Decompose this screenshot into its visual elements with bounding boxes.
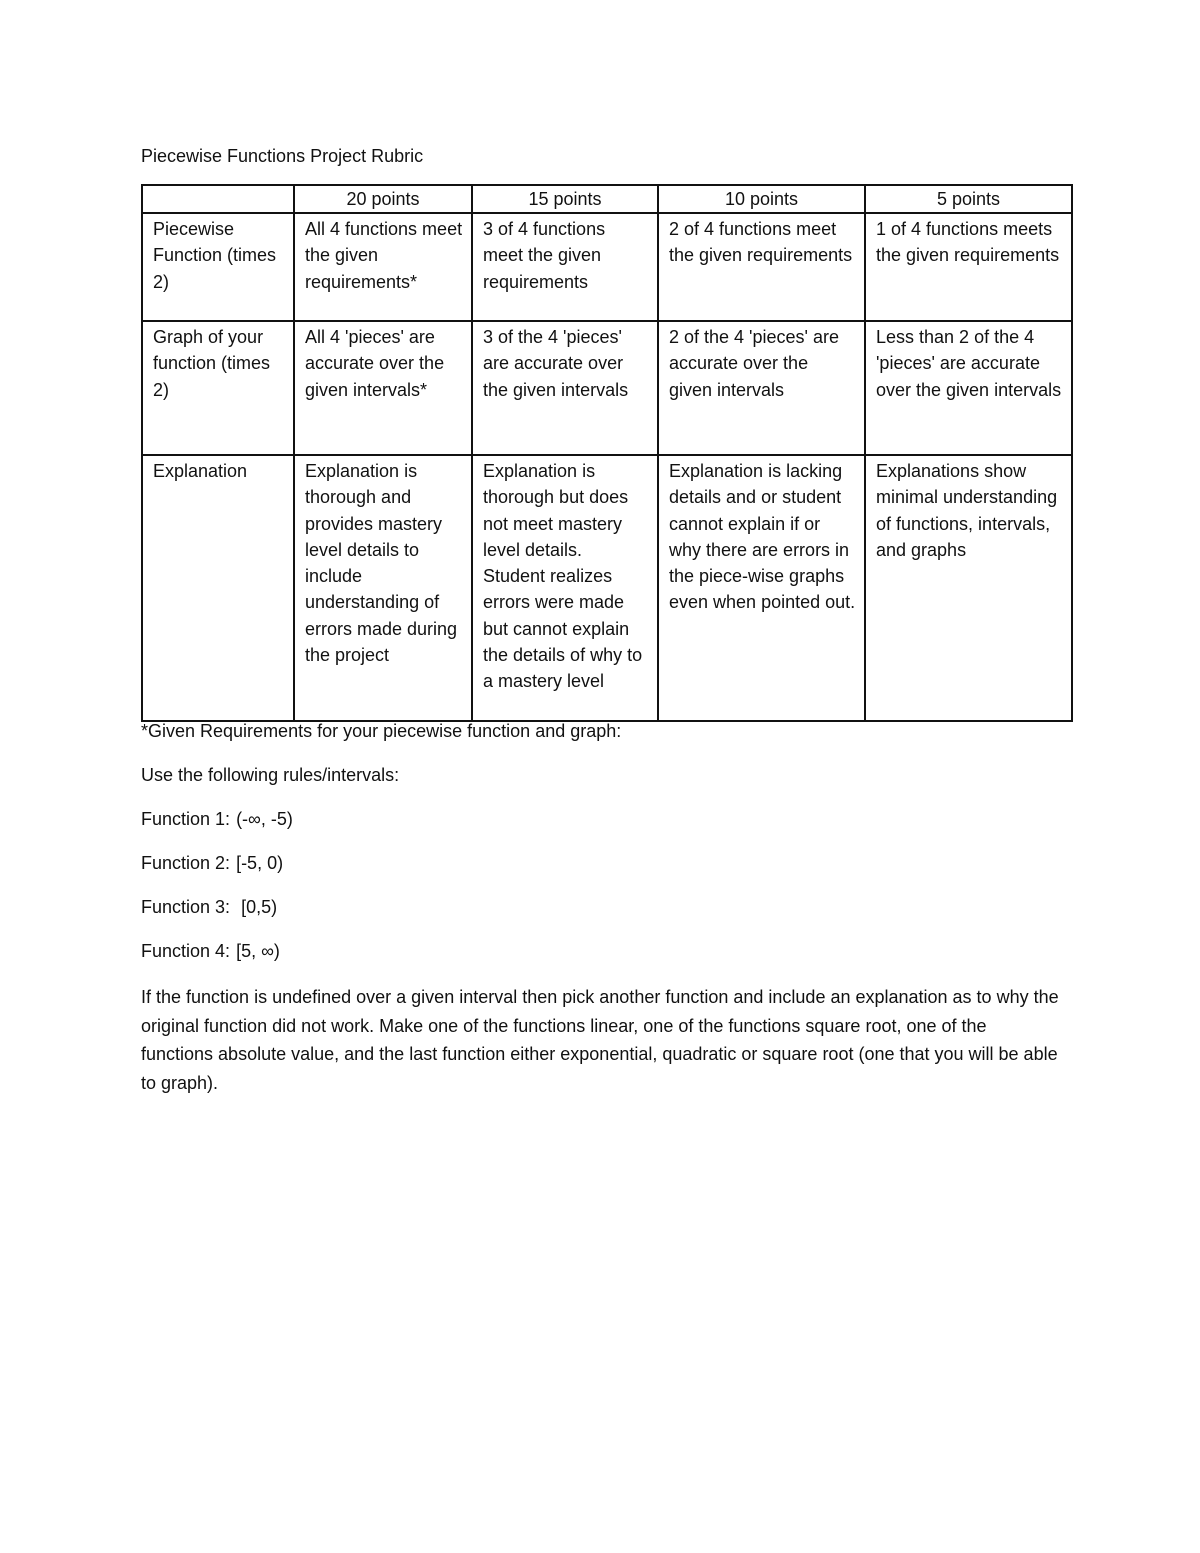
- function-4-line: [141, 938, 280, 964]
- rubric-cell: 3 of 4 functions meet the given requirements: [472, 213, 658, 321]
- rubric-row-graph: [142, 321, 1072, 455]
- function-label: Function 2:: [141, 853, 231, 873]
- criterion-cell: Explanation: [142, 455, 294, 721]
- header-20-points: 20 points: [294, 185, 472, 213]
- function-interval: (-∞, -5): [236, 809, 293, 829]
- rubric-cell: 2 of the 4 'pieces' are accurate over the given intervals: [658, 321, 865, 455]
- function-3-line: [141, 894, 277, 920]
- rubric-table: [141, 184, 1073, 722]
- criterion-cell: Graph of your function (times 2): [142, 321, 294, 455]
- header-5-points: 5 points: [865, 185, 1072, 213]
- rubric-cell: 1 of 4 functions meets the given requirements: [865, 213, 1072, 321]
- header-corner-cell: [142, 185, 294, 213]
- rubric-cell: Explanation is lacking details and or student cannot explain if or why there are errors in the piece-wise graphs even when pointed out.: [658, 455, 865, 721]
- header-10-points: 10 points: [658, 185, 865, 213]
- header-15-points: 15 points: [472, 185, 658, 213]
- rubric-cell: 2 of 4 functions meet the given requirements: [658, 213, 865, 321]
- function-interval: [0,5): [236, 897, 278, 917]
- rubric-cell: All 4 functions meet the given requirements*: [294, 213, 472, 321]
- criterion-cell: Piecewise Function (times 2): [142, 213, 294, 321]
- function-label: Function 3:: [141, 897, 231, 917]
- rubric-cell: Less than 2 of the 4 'pieces' are accurate over the given intervals: [865, 321, 1072, 455]
- intervals-intro: Use the following rules/intervals:: [141, 765, 400, 785]
- function-2-line: [141, 850, 283, 876]
- requirements-footnote: *Given Requirements for your piecewise function and graph:: [141, 721, 622, 741]
- rubric-header-row: [142, 185, 1072, 213]
- rubric-cell: Explanation is thorough and provides mastery level details to include understanding of errors made during the project: [294, 455, 472, 721]
- function-interval: [5, ∞): [236, 941, 280, 961]
- rubric-cell: Explanation is thorough but does not meet mastery level details. Student realizes errors were made but cannot explain the details of why to a mastery level: [472, 455, 658, 721]
- document-title: Piecewise Functions Project Rubric: [141, 146, 424, 166]
- function-interval: [-5, 0): [236, 853, 284, 873]
- rubric-row-explanation: [142, 455, 1072, 721]
- rubric-row-piecewise-function: [142, 213, 1072, 321]
- instructions-paragraph: If the function is undefined over a given interval then pick another function and include an explanation as to why the original function did not work. Make one of the functions linear, one of the functions square root, one of the functions absolute value, and the last function either exponential, quadratic or square root (one that you will be able to graph).: [141, 987, 1059, 1093]
- rubric-cell: All 4 'pieces' are accurate over the given intervals*: [294, 321, 472, 455]
- function-1-line: [141, 806, 293, 832]
- function-label: Function 4:: [141, 941, 231, 961]
- function-label: Function 1:: [141, 809, 231, 829]
- rubric-cell: 3 of the 4 'pieces' are accurate over the given intervals: [472, 321, 658, 455]
- rubric-cell: Explanations show minimal understanding of functions, intervals, and graphs: [865, 455, 1072, 721]
